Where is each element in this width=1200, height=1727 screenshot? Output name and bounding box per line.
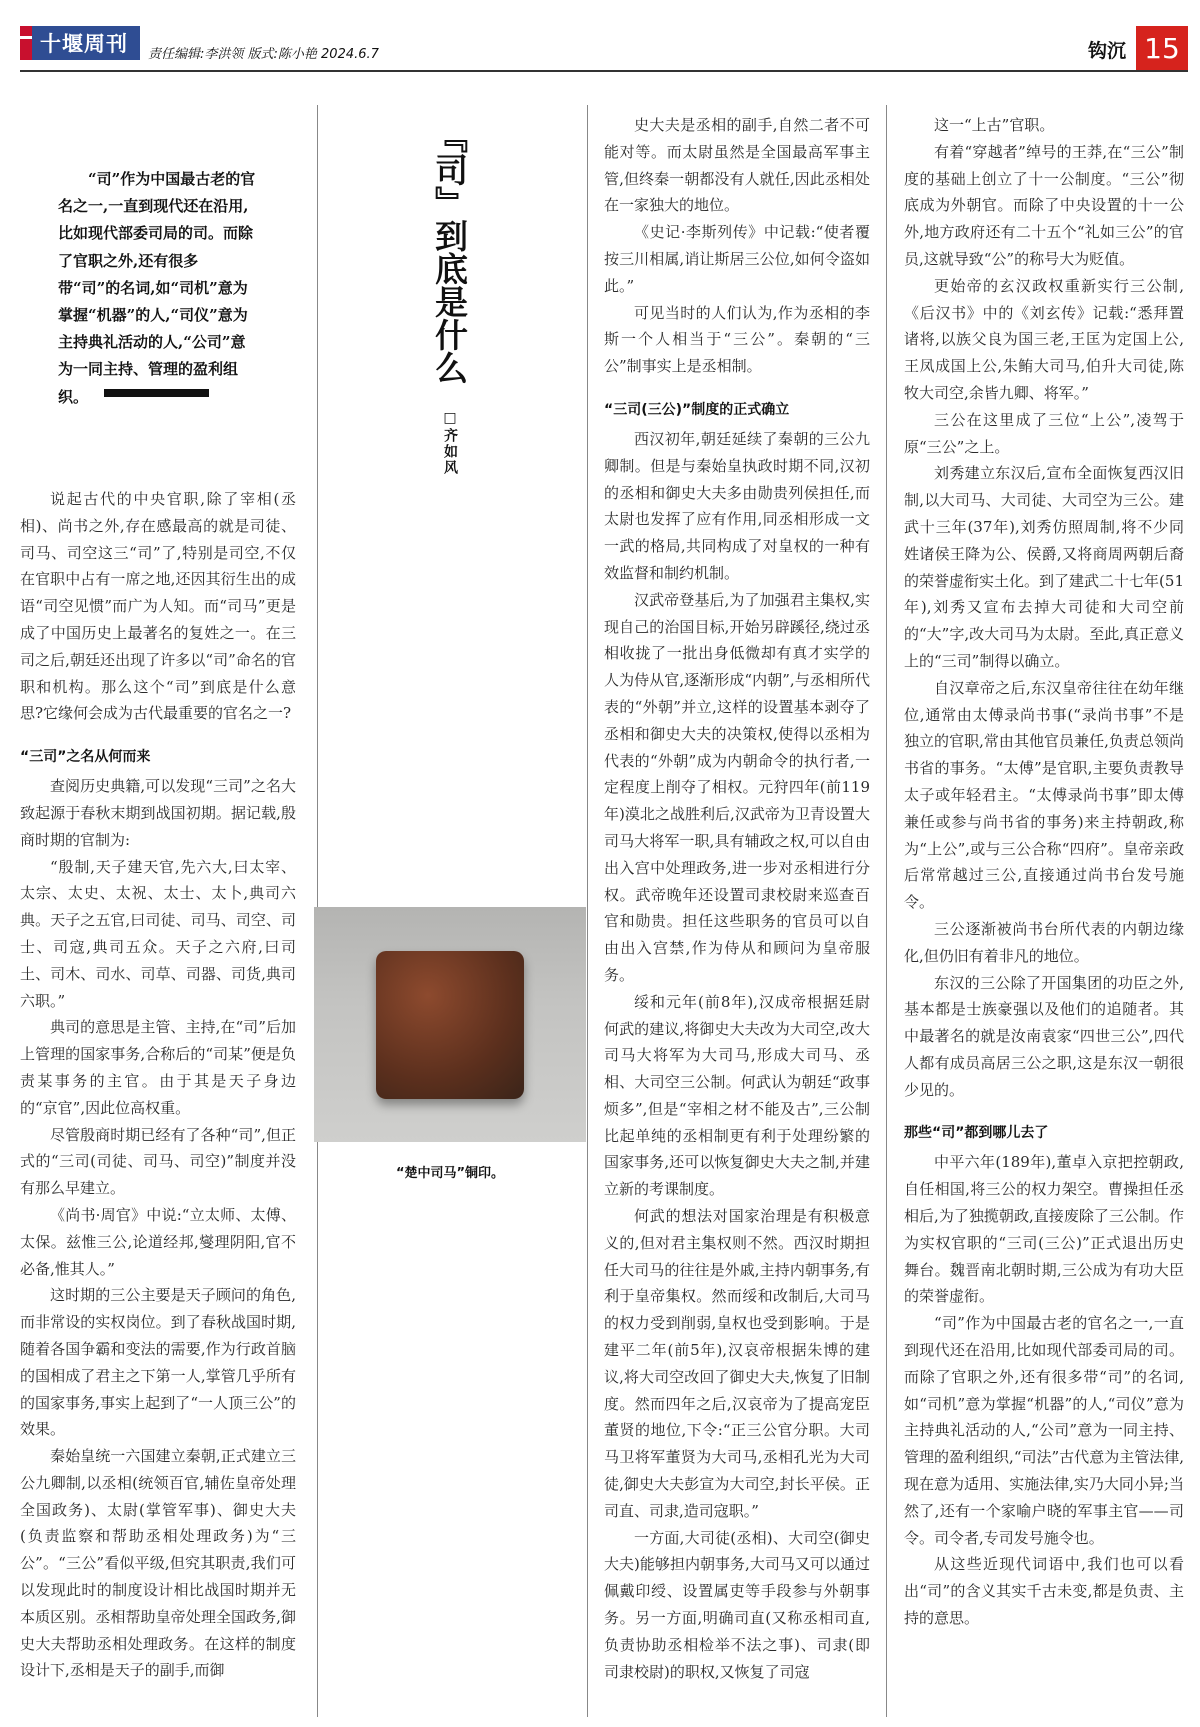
photo-caption: “楚中司马”铜印。 bbox=[395, 1166, 505, 1181]
body-paragraph: 查阅历史典籍,可以发现“三司”之名大致起源于春秋末期到战国初期。据记载,殷商时期的官制为: bbox=[20, 777, 296, 849]
body-paragraph: 从这些近现代词语中,我们也可以看出“司”的含义其实千古未变,都是负责、主持的意思。 bbox=[904, 1555, 1184, 1628]
body-paragraph: “司”作为中国最古老的官名之一,一直到现代还在沿用,比如现代部委司局的司。而除了官职之外,还有很多带“司”的名词,如“司机”意为掌握“机器”的人,“司仪”意为主持典礼活动的人,“公司”意为一同主持、管理的盈利组织,“司法”古代意为主管法律,现在意为适用、实施法律,实乃大同小异;当然了,还有一个家喻户晓的军事主官——司令。司令者,专司发号施令也。 bbox=[904, 1314, 1184, 1547]
body-paragraph: 一方面,大司徒(丞相)、大司空(御史大夫)能够担内朝事务,大司马又可以通过佩戴印绶、设置属吏等手段参与外朝事务。另一方面,明确司直(又称丞相司直,负责协助丞相检举不法之事)、司隶(即司隶校尉)的职权,又恢复了司寇 bbox=[604, 1528, 870, 1681]
logo-emblem-icon bbox=[20, 26, 32, 60]
article-column-1 bbox=[20, 486, 296, 1684]
body-paragraph: 秦始皇统一六国建立秦朝,正式建立三公九卿制,以丞相(统领百官,辅佐皇帝处理全国政务)、太尉(掌管军事)、御史大夫(负责监察和帮助丞相处理政务)为“三公”。“三公”看似平级,但究其职责,我们可以发现此时的制度设计相比战国时期并无本质区别。丞相帮助皇帝处理全国政务,御史大夫帮助丞相处理政务。在这样的制度设计下,丞相是天子的副手,而御 bbox=[20, 1447, 296, 1680]
body-paragraph: 说起古代的中央官职,除了宰相(丞相)、尚书之外,存在感最高的就是司徒、司马、司空这三“司”了,特别是司空,不仅在官职中占有一席之地,还因其衍生出的成语“司空见惯”而广为人知。而“司马”更是成了中国历史上最著名的复姓之一。在三司之后,朝廷还出现了许多以“司”命名的官职和机构。那么这个“司”到底是什么意思?它缘何会成为古代最重要的官名之一? bbox=[20, 490, 296, 723]
column-divider bbox=[886, 105, 887, 1717]
logo-text: 十堰周刊 bbox=[40, 32, 128, 56]
body-paragraph: 何武的想法对国家治理是有积极意义的,但对君主集权则不然。西汉时期担任大司马的往往是外戚,主持内朝事务,有利于皇帝集权。然而绥和改制后,大司马的权力受到削弱,皇权也受到影响。于是建平二年(前5年),汉哀帝根据朱博的建议,将大司空改回了御史大夫,恢复了旧制度。然而四年之后,汉哀帝为了提高宠臣董贤的地位,下令:“正三公官分职。大司马卫将军董贤为大司马,丞相孔光为大司徒,御史大夫彭宣为大司空,封长平侯。正司直、司隶,造司寇职。” bbox=[604, 1207, 870, 1520]
body-paragraph: 《史记·李斯列传》中记载:“使者覆按三川相属,诮让斯居三公位,如何令盗如此。” bbox=[604, 223, 870, 295]
article-column-2 bbox=[604, 112, 870, 1685]
body-paragraph: 东汉的三公除了开国集团的功臣之外,基本都是士族豪强以及他们的追随者。其中最著名的就是汝南袁家“四世三公”,四代人都有成员高居三公之职,这是东汉一朝很少见的。 bbox=[904, 973, 1184, 1099]
body-paragraph: 绥和元年(前8年),汉成帝根据廷尉何武的建议,将御史大夫改为大司空,改大司马大将军为大司马,形成大司马、丞相、大司空三公制。何武认为朝廷“政事烦多”,但是“宰相之材不能及古”,三公制比起单纯的丞相制更有利于处理纷繁的国家事务,还可以恢复御史大夫之制,并建立新的考课制度。 bbox=[604, 992, 870, 1199]
bronze-seal-photo bbox=[314, 907, 586, 1142]
body-paragraph: 《尚书·周官》中说:“立太师、太傅、太保。兹惟三公,论道经邦,燮理阴阳,官不必备,惟其人。” bbox=[20, 1205, 296, 1278]
article-column-3 bbox=[904, 112, 1184, 1632]
body-paragraph: 汉武帝登基后,为了加强君主集权,实现自己的治国目标,开始另辟蹊径,绕过丞相收拢了一批出身低微却有真才实学的人为侍从官,逐渐形成“内朝”,与丞相所代表的“外朝”并立,这样的设置基本剥夺了丞相和御史大夫的决策权,使得以丞相为代表的“外朝”成为内朝命令的执行者,一定程度上削夺了相权。元狩四年(前119年)漠北之战胜利后,汉武帝为卫青设置大司马大将军一职,具有辅政之权,可以自由出入宫中处理政务,进一步对丞相进行分权。武帝晚年还设置司隶校尉来巡查百官和勋贵。担任这些职务的官员可以自由出入宫禁,作为侍从和顾问为皇帝服务。 bbox=[604, 590, 870, 984]
newspaper-logo bbox=[20, 26, 140, 60]
section-heading: “三司(三公)”制度的正式确立 bbox=[604, 401, 790, 418]
author-byline: □齐如风 bbox=[442, 410, 458, 476]
section-heading: “三司”之名从何而来 bbox=[20, 749, 151, 766]
lead-underline-bar bbox=[104, 389, 209, 397]
body-paragraph: 典司的意思是主管、主持,在“司”后加上管理的国家事务,合称后的“司某”便是负责某事务的主官。由于其是天子身边的“京官”,因此位高权重。 bbox=[20, 1018, 296, 1117]
body-paragraph: 中平六年(189年),董卓入京把控朝政,自任相国,将三公的权力架空。曹操担任丞相后,为了独揽朝政,直接废除了三公制。作为实权官职的“三司(三公)”正式退出历史舞台。魏晋南北朝时期,三公成为有功大臣的荣誉虚衔。 bbox=[904, 1153, 1184, 1306]
seal-image bbox=[376, 951, 524, 1099]
section-heading: 那些“司”都到哪儿去了 bbox=[904, 1125, 1049, 1142]
body-paragraph: 这时期的三公主要是天子顾问的角色,而非常设的实权岗位。到了春秋战国时期,随着各国争霸和变法的需要,作为行政首脑的国相成了君主之下第一人,掌管几乎所有的国家事务,事实上起到了“一人顶三公”的效果。 bbox=[20, 1286, 296, 1439]
body-paragraph: “殷制,天子建天官,先六大,曰太宰、太宗、太史、太祝、太士、太卜,典司六典。天子之五官,曰司徒、司马、司空、司士、司寇,典司五众。天子之六府,曰司土、司木、司水、司草、司器、司货,典司六职。” bbox=[20, 857, 296, 1010]
masthead bbox=[20, 26, 1188, 70]
lead-paragraph: “司”作为中国最古老的官名之一,一直到现代还在沿用,比如现代部委司局的司。而除了官职之外,还有很多带“司”的名词,如“司机”意为掌握“机器”的人,“司仪”意为主持典礼活动的人,“公司”意为一同主持、管理的盈利组织。 bbox=[58, 170, 256, 406]
body-paragraph: 可见当时的人们认为,作为丞相的李斯一个人相当于“三公”。秦朝的“三公”制事实上是丞相制。 bbox=[604, 303, 870, 376]
body-paragraph: 自汉章帝之后,东汉皇帝往往在幼年继位,通常由太傅录尚书事(“录尚书事”不是独立的官职,常由其他官员兼任,负责总领尚书省的事务。“太傅”是官职,主要负责教导太子或年轻君主。“太傅录尚书事”即太傅兼任或参与尚书省的事务)来主持朝政,称为“上公”,或与三公合称“四府”。皇帝亲政后常常越过三公,直接通过尚书台发号施令。 bbox=[904, 678, 1184, 912]
body-paragraph: 西汉初年,朝廷延续了秦朝的三公九卿制。但是与秦始皇执政时期不同,汉初的丞相和御史大夫多由勋贵列侯担任,而太尉也发挥了应有作用,同丞相形成一文一武的格局,共同构成了对皇权的一种有效监督和制约机制。 bbox=[604, 429, 870, 582]
column-divider bbox=[587, 105, 588, 1717]
body-paragraph: 史大夫是丞相的副手,自然二者不可能对等。而太尉虽然是全国最高军事主管,但终秦一朝都没有人就任,因此丞相处在一家独大的地位。 bbox=[604, 116, 870, 215]
body-paragraph: 三公在这里成了三位“上公”,凌驾于原“三公”之上。 bbox=[904, 410, 1184, 456]
article-title: 『司』到底是什么 bbox=[430, 120, 469, 384]
body-paragraph: 更始帝的玄汉政权重新实行三公制,《后汉书》中的《刘玄传》记载:“悉拜置诸将,以族父良为国三老,王匡为定国上公,王凤成国上公,朱鲔大司马,伯升大司徒,陈牧大司空,余皆九卿、将军。” bbox=[904, 276, 1184, 402]
body-paragraph: 这一“上古”官职。 bbox=[934, 116, 1055, 134]
header-rule bbox=[20, 70, 1188, 72]
editor-credits: 责任编辑:李洪领 版式:陈小艳 2024.6.7 bbox=[148, 47, 379, 62]
body-paragraph: 刘秀建立东汉后,宣布全面恢复西汉旧制,以大司马、大司徒、大司空为三公。建武十三年(37年),刘秀仿照周制,将不少同姓诸侯王降为公、侯爵,又将商周两朝后裔的荣誉虚衔实土化。到了建武二十七年(51年),刘秀又宣布去掉大司徒和大司空前的“大”字,改大司马为太尉。至此,真正意义上的“三司”制得以确立。 bbox=[904, 464, 1184, 670]
body-paragraph: 尽管殷商时期已经有了各种“司”,但正式的“三司(司徒、司马、司空)”制度并没有那么早建立。 bbox=[20, 1125, 296, 1198]
body-paragraph: 有着“穿越者”绰号的王莽,在“三公”制度的基础上创立了十一公制度。“三公”彻底成为外朝官。而除了中央设置的十一公外,地方政府还有二十五个“礼如三公”的官员,这就导致“公”的称号大为贬值。 bbox=[904, 142, 1184, 268]
section-name: 钩沉 bbox=[1087, 40, 1126, 62]
body-paragraph: 三公逐渐被尚书台所代表的内朝边缘化,但仍旧有着非凡的地位。 bbox=[904, 919, 1184, 965]
page-number: 15 bbox=[1136, 26, 1188, 70]
